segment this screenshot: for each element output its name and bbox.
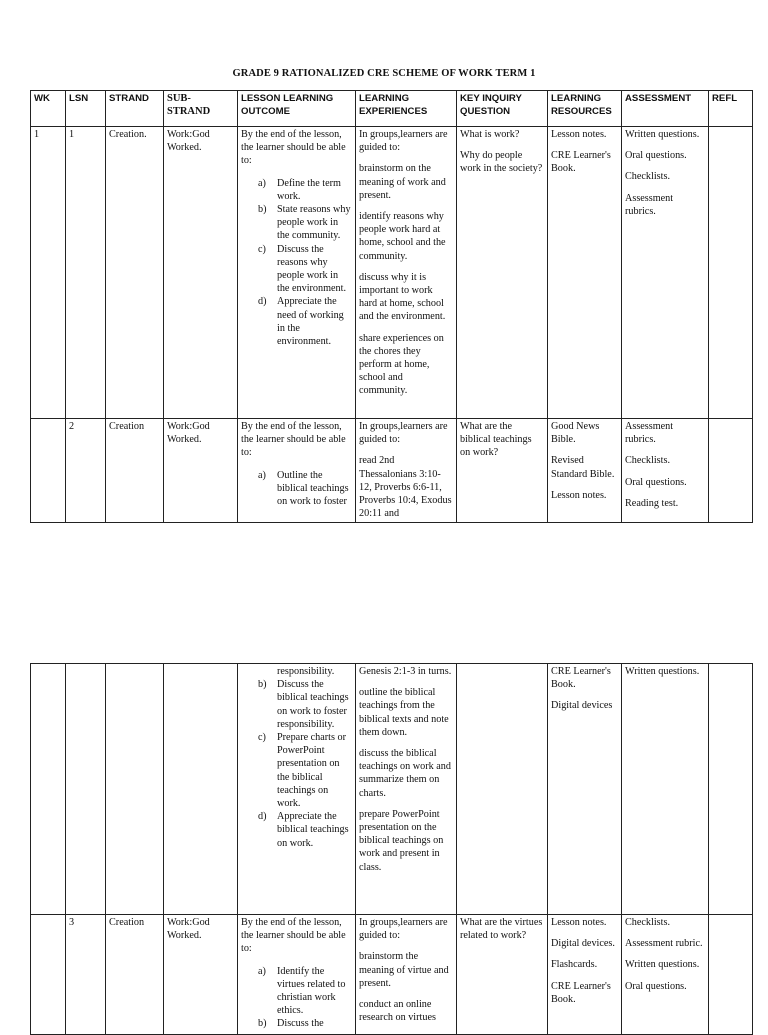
list-item: b) Discuss the (258, 1018, 324, 1030)
assessment-line: Assessment rubrics. (625, 421, 674, 446)
experience-line: conduct an online research on virtues (359, 999, 436, 1024)
cell-lsn: 1 (66, 127, 106, 419)
cell-outcome (238, 664, 356, 915)
experience-line: brainstorm the meaning of virtue and present. (359, 951, 449, 989)
document-title: GRADE 9 RATIONALIZED CRE SCHEME OF WORK TERM 1 (232, 68, 536, 79)
assessment-line: Checklists. (625, 171, 670, 183)
table-row (31, 127, 753, 419)
cell-inquiry (457, 127, 548, 419)
cell-resources (548, 419, 622, 523)
cell-sub-strand: Work:God Worked. (164, 127, 238, 419)
resource-line: Digital devices (551, 700, 613, 712)
list-item: d) Appreciate the need of working in the environment. (258, 296, 344, 348)
cell-sub-strand (164, 664, 238, 915)
inquiry-line: What is work? (460, 129, 520, 140)
cell-experiences (356, 664, 457, 915)
list-item: d) Appreciate the biblical teachings on work. (258, 811, 349, 849)
header-refl: REFL (709, 91, 753, 127)
cell-wk (31, 664, 66, 915)
experience-line: In groups,learners are guided to: (359, 917, 448, 942)
list-item: a) Outline the biblical teachings on work to foster (258, 469, 349, 508)
experience-line: In groups,learners are guided to: (359, 129, 448, 154)
resource-line: Digital devices. (551, 938, 615, 950)
table-row (31, 915, 753, 1035)
cell-lsn: 3 (66, 915, 106, 1035)
outcome-intro: By the end of the lesson, the learner should be able to: (241, 917, 346, 955)
resource-line: CRE Learner's Book. (551, 150, 611, 175)
inquiry-line: Why do people work in the society? (460, 150, 543, 175)
header-resources: LEARNING RESOURCES (548, 91, 622, 127)
inquiry-line: What are the virtues related to work? (460, 917, 543, 942)
scheme-table-page-2 (30, 663, 753, 1035)
outcome-list (241, 177, 352, 349)
outcome-list (241, 469, 352, 509)
experience-line: read 2nd Thessalonians 3:10-12, Proverbs 6:6-11, Proverbs 10:4, Exodus 20:11 and (359, 455, 452, 520)
resource-line: Lesson notes. (551, 129, 607, 140)
header-wk: WK (31, 91, 66, 127)
scheme-table-page-1 (30, 90, 753, 523)
cell-strand (106, 664, 164, 915)
outcome-list (241, 678, 352, 850)
assessment-line: Oral questions. (625, 150, 687, 162)
table-row (31, 419, 753, 523)
cell-assessment (622, 419, 709, 523)
cell-inquiry (457, 664, 548, 915)
cell-sub-strand: Work:God Worked. (164, 419, 238, 523)
cell-refl (709, 664, 753, 915)
cell-resources (548, 127, 622, 419)
table-row (31, 664, 753, 915)
experience-line: share experiences on the chores they perform at home, school and community. (359, 332, 444, 397)
cell-refl (709, 127, 753, 419)
assessment-line: Checklists. (625, 455, 670, 467)
experience-line: identify reasons why people work hard at home, school and the community. (359, 211, 446, 262)
cell-refl (709, 915, 753, 1035)
cell-inquiry (457, 915, 548, 1035)
cell-experiences (356, 127, 457, 419)
experience-line: discuss why it is important to work hard at home, school and the environment. (359, 271, 446, 323)
cell-assessment (622, 915, 709, 1035)
assessment-line: Oral questions. (625, 980, 687, 992)
list-item: a) Identify the virtues related to christian work ethics. (258, 965, 346, 1017)
assessment-line: Reading test. (625, 497, 679, 509)
experience-line: Genesis 2:1-3 in turns. (359, 666, 452, 677)
cell-experiences (356, 419, 457, 523)
list-item: b) Discuss the biblical teachings on work to foster responsibility. (258, 679, 349, 730)
outcome-list (241, 965, 352, 1031)
cell-wk (31, 419, 66, 523)
resource-line: Lesson notes. (551, 489, 607, 501)
cell-outcome (238, 419, 356, 523)
cell-lsn: 2 (66, 419, 106, 523)
resource-line: Flashcards. (551, 959, 598, 971)
resource-line: CRE Learner's Book. (551, 666, 611, 691)
outcome-continuation: responsibility. (277, 666, 335, 677)
cell-resources (548, 915, 622, 1035)
cell-lsn (66, 664, 106, 915)
assessment-line: Written questions. (625, 959, 700, 971)
outcome-intro: By the end of the lesson, the learner should be able to: (241, 421, 346, 459)
cell-strand: Creation (106, 915, 164, 1035)
cell-outcome (238, 127, 356, 419)
header-strand: STRAND (106, 91, 164, 127)
resource-line: Good News Bible. (551, 421, 600, 446)
assessment-line: Assessment rubric. (625, 938, 703, 950)
assessment-line: Written questions. (625, 129, 700, 140)
header-sub-strand: SUB- STRAND (164, 91, 238, 127)
inquiry-line: What are the biblical teachings on work? (460, 421, 532, 459)
list-item: c) Discuss the reasons why people work in the environment. (258, 243, 347, 295)
assessment-line: Checklists. (625, 917, 670, 928)
assessment-line: Written questions. (625, 666, 700, 677)
header-assessment: ASSESSMENT (622, 91, 709, 127)
cell-strand: Creation (106, 419, 164, 523)
resource-line: Lesson notes. (551, 917, 607, 928)
outcome-intro: By the end of the lesson, the learner should be able to: (241, 129, 346, 167)
experience-line: outline the biblical teachings from the biblical texts and note them down. (359, 687, 449, 738)
assessment-line: Oral questions. (625, 476, 687, 488)
list-item: a) Define the term work. (258, 177, 341, 202)
cell-wk: 1 (31, 127, 66, 419)
cell-inquiry (457, 419, 548, 523)
cell-strand: Creation. (106, 127, 164, 419)
resource-line: CRE Learner's Book. (551, 980, 611, 1005)
header-lsn: LSN (66, 91, 106, 127)
cell-assessment (622, 664, 709, 915)
header-experiences: LEARNING EXPERIENCES (356, 91, 457, 127)
cell-assessment (622, 127, 709, 419)
cell-experiences (356, 915, 457, 1035)
cell-wk (31, 915, 66, 1035)
header-outcome: LESSON LEARNING OUTCOME (238, 91, 356, 127)
experience-line: In groups,learners are guided to: (359, 421, 448, 446)
cell-sub-strand: Work:God Worked. (164, 915, 238, 1035)
list-item: b) State reasons why people work in the community. (258, 204, 351, 242)
resource-line: Revised Standard Bible. (551, 455, 615, 480)
experience-line: discuss the biblical teachings on work and summarize them on charts. (359, 748, 451, 799)
cell-refl (709, 419, 753, 523)
cell-outcome (238, 915, 356, 1035)
experience-line: brainstorm on the meaning of work and present. (359, 163, 446, 201)
list-item: c) Prepare charts or PowerPoint presentation on the biblical teachings on work. (258, 732, 347, 810)
header-inquiry: KEY INQUIRY QUESTION (457, 91, 548, 127)
cell-resources (548, 664, 622, 915)
experience-line: prepare PowerPoint presentation on the biblical teachings on work and present in class. (359, 808, 444, 873)
assessment-line: Assessment rubrics. (625, 192, 674, 217)
